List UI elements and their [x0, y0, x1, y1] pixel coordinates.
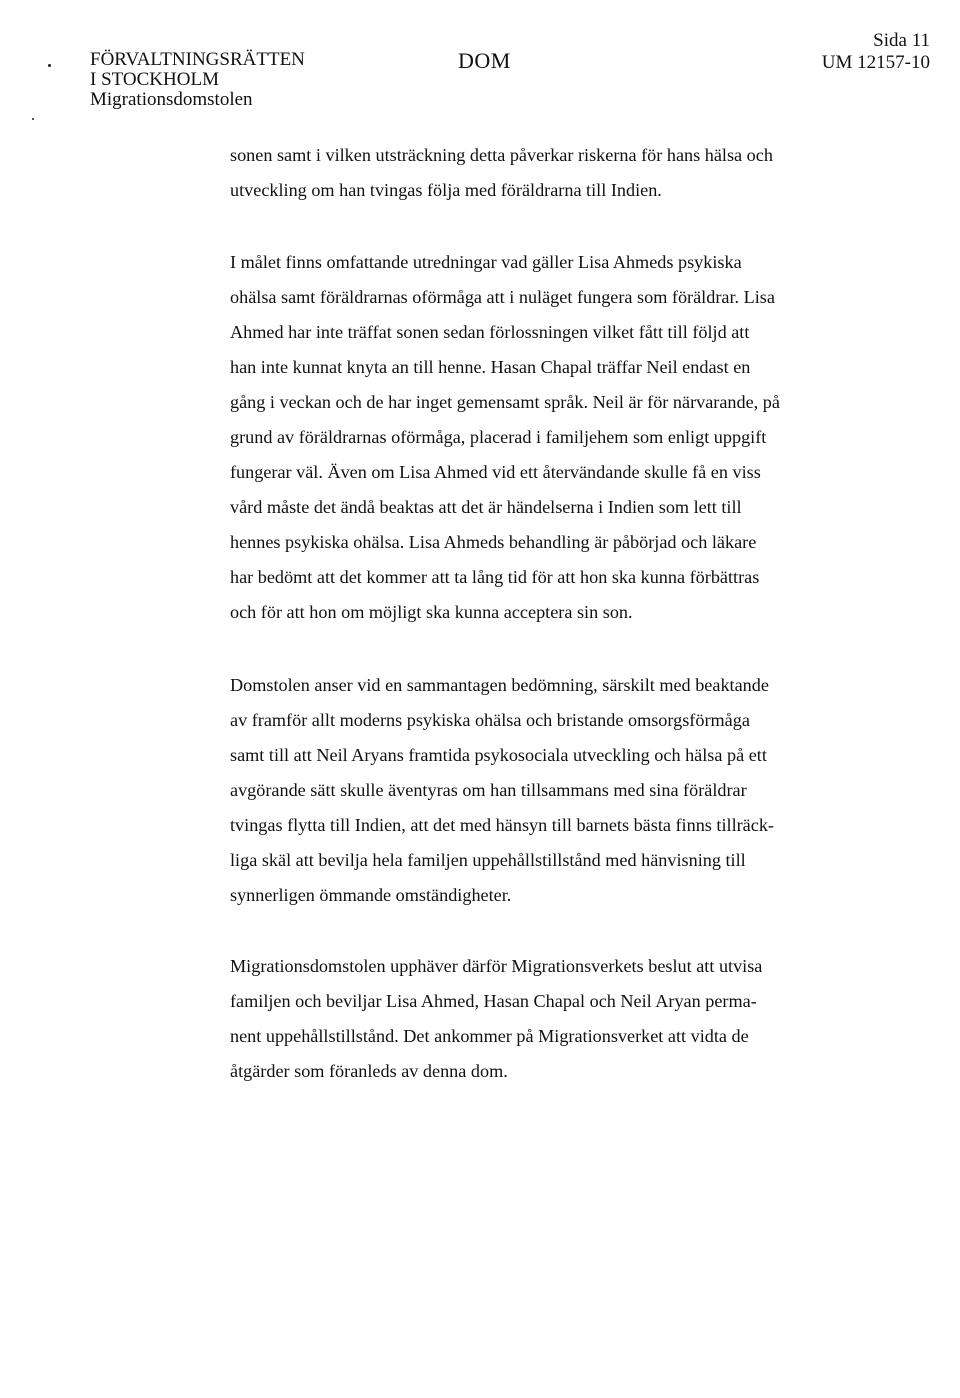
text-line: fungerar väl. Även om Lisa Ahmed vid ett återvändande skulle få en viss — [230, 462, 761, 482]
paragraph-2 — [230, 245, 850, 630]
text-line: synnerligen ömmande omständigheter. — [230, 885, 512, 905]
text-line: ohälsa samt föräldrarnas oförmåga att i nuläget fungera som föräldrar. Lisa — [230, 287, 775, 307]
text-line: nent uppehållstillstånd. Det ankommer på Migrationsverket att vidta de — [230, 1026, 749, 1046]
court-header — [90, 50, 305, 110]
page-number: Sida 11 — [873, 30, 930, 51]
scan-speck — [32, 118, 34, 120]
text-line: och för att hon om möjligt ska kunna acceptera sin son. — [230, 602, 633, 622]
paragraph — [230, 668, 850, 913]
text-line: vård måste det ändå beaktas att det är händelserna i Indien som lett till — [230, 497, 742, 517]
paragraph-3 — [230, 668, 850, 913]
text-line: hennes psykiska ohälsa. Lisa Ahmeds behandling är påbörjad och läkare — [230, 532, 757, 552]
text-line: han inte kunnat knyta an till henne. Hasan Chapal träffar Neil endast en — [230, 357, 751, 377]
case-number: UM 12157-10 — [821, 52, 930, 73]
court-name: FÖRVALTNINGSRÄTTEN — [90, 49, 305, 70]
text-line: sonen samt i vilken utsträckning detta påverkar riskerna för hans hälsa och — [230, 145, 773, 165]
paragraph — [230, 949, 850, 1089]
text-line: har bedömt att det kommer att ta lång tid för att hon ska kunna förbättras — [230, 567, 760, 587]
text-line: I målet finns omfattande utredningar vad gäller Lisa Ahmeds psykiska — [230, 252, 742, 272]
text-line: samt till att Neil Aryans framtida psykosociala utveckling och hälsa på ett — [230, 745, 767, 765]
text-line: liga skäl att bevilja hela familjen uppehållstillstånd med hänvisning till — [230, 850, 746, 870]
court-division: Migrationsdomstolen — [90, 89, 253, 110]
text-line: tvingas flytta till Indien, att det med hänsyn till barnets bästa finns tillräck- — [230, 815, 774, 835]
text-line: Domstolen anser vid en sammantagen bedömning, särskilt med beaktande — [230, 675, 769, 695]
scan-speck — [48, 64, 51, 67]
paragraph-1 — [230, 138, 850, 208]
text-line: Migrationsdomstolen upphäver därför Migrationsverkets beslut att utvisa — [230, 956, 763, 976]
paragraph — [230, 245, 850, 630]
document-type: DOM — [458, 48, 511, 73]
text-line: gång i veckan och de har inget gemensamt språk. Neil är för närvarande, på — [230, 392, 780, 412]
text-line: åtgärder som föranleds av denna dom. — [230, 1061, 508, 1081]
court-city: I STOCKHOLM — [90, 69, 219, 90]
paragraph-4 — [230, 949, 850, 1089]
paragraph — [230, 138, 850, 208]
text-line: av framför allt moderns psykiska ohälsa och bristande omsorgsförmåga — [230, 710, 750, 730]
text-line: familjen och beviljar Lisa Ahmed, Hasan Chapal och Neil Aryan perma- — [230, 991, 757, 1011]
text-line: grund av föräldrarnas oförmåga, placerad i familjehem som enligt uppgift — [230, 427, 767, 447]
text-line: Ahmed har inte träffat sonen sedan förlossningen vilket fått till följd att — [230, 322, 750, 342]
text-line: utveckling om han tvingas följa med föräldrarna till Indien. — [230, 180, 662, 200]
text-line: avgörande sätt skulle äventyras om han tillsammans med sina föräldrar — [230, 780, 747, 800]
page-info — [822, 30, 930, 74]
